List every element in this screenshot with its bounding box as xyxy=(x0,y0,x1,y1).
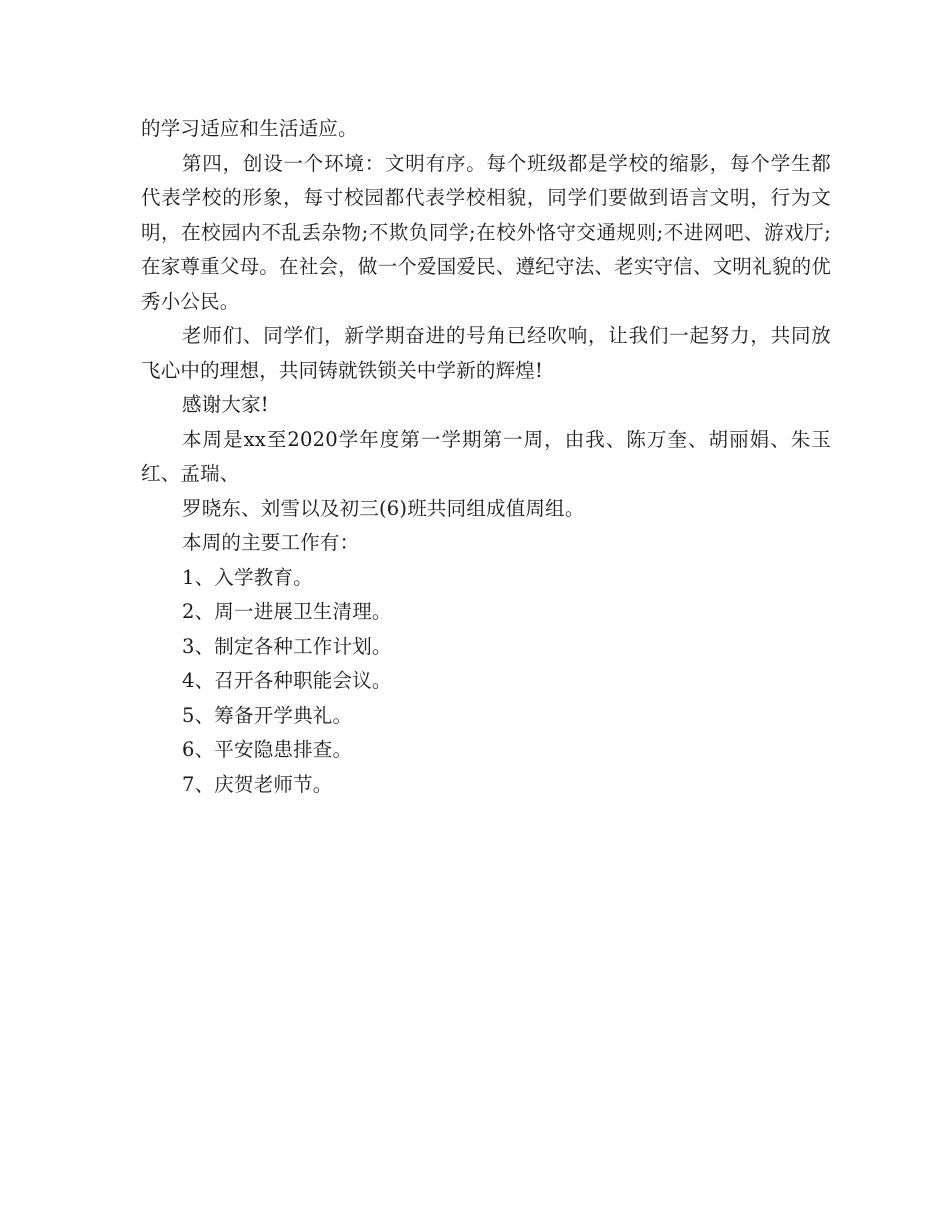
list-item: 4、召开各种职能会议。 xyxy=(182,669,392,692)
paragraph-duty-group: 罗晓东、刘雪以及初三(6)班共同组成值周组。 xyxy=(182,496,585,520)
list-item: 2、周一进展卫生清理。 xyxy=(182,600,392,623)
list-item: 1、入学教育。 xyxy=(182,565,313,589)
paragraph-work-heading: 本周的主要工作有： xyxy=(182,531,360,554)
paragraph-closing-appeal: 老师们、同学们，新学期奋进的号角已经吹响，让我们一起努力，共同放飞心中的理想，共同铸就铁锁关中学新的辉煌! xyxy=(141,324,831,382)
list-item: 6、平安隐患排查。 xyxy=(182,738,353,761)
paragraph-continuation: 的学习适应和生活适应。 xyxy=(141,117,358,140)
list-item: 5、筹备开学典礼。 xyxy=(182,703,353,727)
paragraph-environment: 第四，创设一个环境：文明有序。每个班级都是学校的缩影，每个学生都代表学校的形象，每寸校园都代表学校相貌，同学们要做到语言文明，行为文明，在校园内不乱丢杂物;不欺负同学;在校外恪守交通规则;不进网吧、游戏厅;在家尊重父母。在社会，做一个爱国爱民、遵纪守法、老实守信、文明礼貌的优秀小公民。 xyxy=(141,151,831,313)
paragraph-duty-week: 本周是xx至2020学年度第一学期第一周，由我、陈万奎、胡丽娟、朱玉红、孟瑞、 xyxy=(141,427,831,485)
document-body xyxy=(141,112,831,802)
paragraph-thanks: 感谢大家! xyxy=(182,393,269,416)
list-item: 7、庆贺老师节。 xyxy=(182,772,333,796)
list-item: 3、制定各种工作计划。 xyxy=(182,634,392,658)
